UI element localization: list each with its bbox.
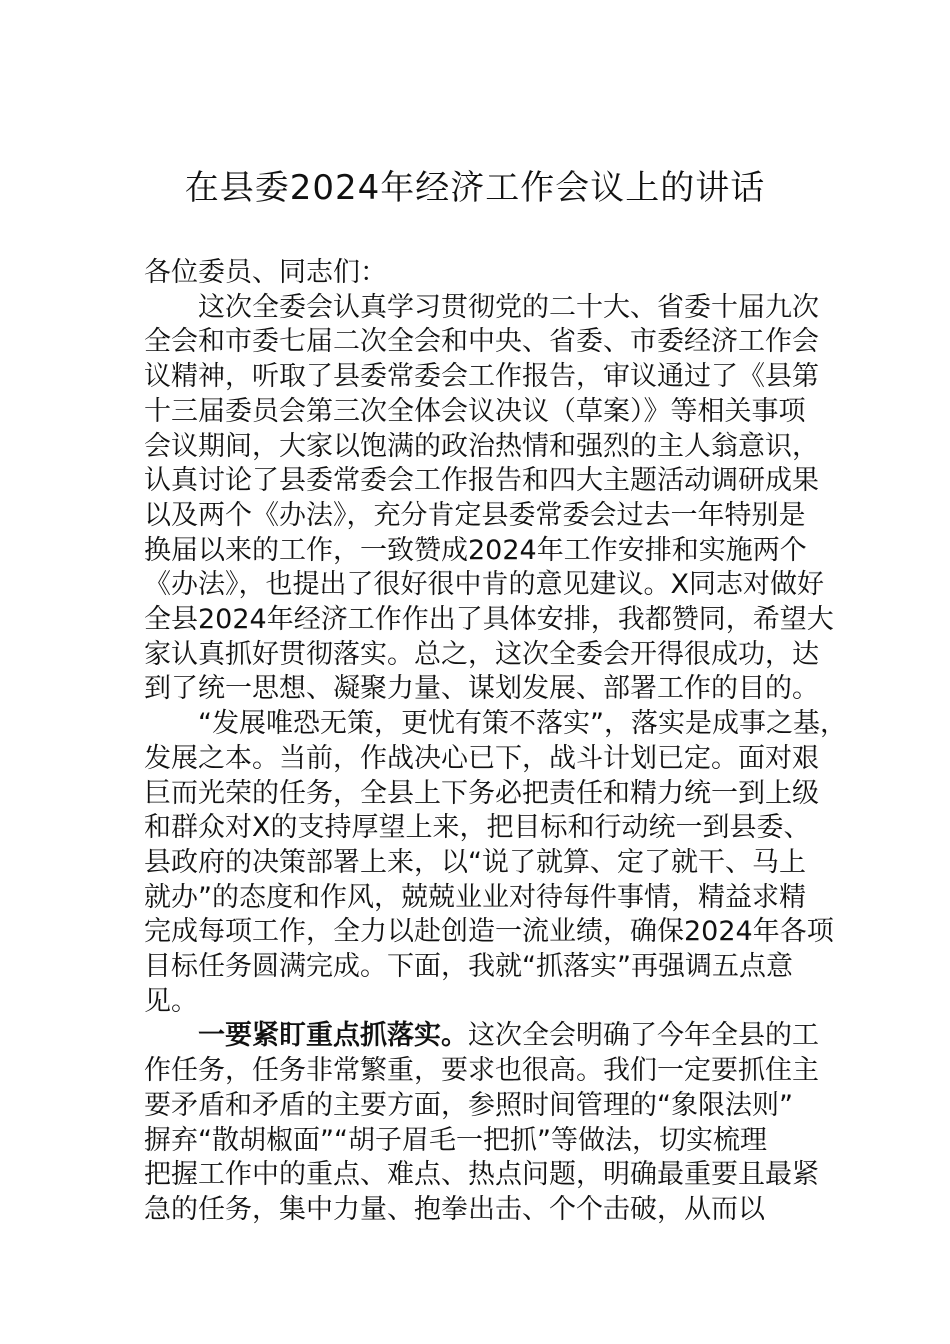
document-title: 在县委2024年经济工作会议上的讲话 — [184, 168, 766, 208]
salutation-line: 各位委员、同志们： — [144, 257, 387, 288]
document-body — [144, 256, 847, 1228]
paragraph-1-line-9: 《办法》，也提出了很好很中肯的意见建议。X同志对做好 — [144, 569, 824, 601]
paragraph-2-line-7: 完成每项工作，全力以赴创造一流业绩，确保2024年各项 — [144, 916, 834, 948]
paragraph-2-line-5: 县政府的决策部署上来，以“说了就算、定了就干、马上 — [144, 846, 806, 878]
paragraph-1-line-6: 认真讨论了县委常委会工作报告和四大主题活动调研成果 — [144, 465, 819, 497]
paragraph-1-line-11: 家认真抓好贯彻落实。总之，这次全委会开得很成功，达 — [144, 638, 819, 670]
paragraph-1-line-8: 换届以来的工作，一致赞成2024年工作安排和实施两个 — [144, 534, 807, 566]
paragraph-2-line-9: 见。 — [144, 985, 198, 1017]
paragraph-1-line-5: 会议期间，大家以饱满的政治热情和强烈的主人翁意识， — [144, 430, 819, 462]
paragraph-2-line-2: 发展之本。当前，作战决心已下，战斗计划已定。面对艰 — [144, 742, 819, 774]
paragraph-2-line-4: 和群众对X的支持厚望上来，把目标和行动统一到县委、 — [144, 812, 811, 844]
paragraph-1-line-12: 到了统一思想、凝聚力量、谋划发展、部署工作的目的。 — [144, 673, 819, 705]
paragraph-1-line-10: 全县2024年经济工作作出了具体安排，我都赞同，希望大 — [144, 604, 834, 636]
paragraph-2-line-1: “发展唯恐无策，更忧有策不落实”，落实是成事之基， — [198, 708, 847, 740]
paragraph-1-line-2: 全会和市委七届二次全会和中央、省委、市委经济工作会 — [144, 326, 819, 358]
paragraph-2-line-3: 巨而光荣的任务，全县上下务必把责任和精力统一到上级 — [144, 777, 819, 809]
paragraph-3-line-1-text: 这次全会明确了今年全县的工 — [468, 1020, 819, 1052]
paragraph-3-line-1 — [144, 1019, 819, 1054]
paragraph-3-line-6: 急的任务，集中力量、抱拳出击、个个击破，从而以 — [144, 1193, 765, 1225]
paragraph-3-line-3: 要矛盾和矛盾的主要方面，参照时间管理的“象限法则” — [144, 1089, 793, 1121]
paragraph-1-line-3: 议精神，听取了县委常委会工作报告，审议通过了《县第 — [144, 361, 819, 393]
paragraph-1-line-7: 以及两个《办法》，充分肯定县委常委会过去一年特别是 — [144, 499, 806, 531]
section-heading-1: 一要紧盯重点抓落实。 — [198, 1020, 468, 1052]
paragraph-3-line-4: 摒弃“散胡椒面”“胡子眉毛一把抓”等做法，切实梳理 — [144, 1124, 767, 1156]
paragraph-2-line-6: 就办”的态度和作风，兢兢业业对待每件事情，精益求精 — [144, 881, 806, 913]
paragraph-3-line-5: 把握工作中的重点、难点、热点问题，明确最重要且最紧 — [144, 1159, 819, 1191]
paragraph-1-line-1: 这次全委会认真学习贯彻党的二十大、省委十届九次 — [198, 291, 819, 323]
paragraph-3-line-2: 作任务，任务非常繁重，要求也很高。我们一定要抓住主 — [144, 1055, 819, 1087]
paragraph-1-line-4: 十三届委员会第三次全体会议决议（草案）》等相关事项 — [144, 395, 806, 427]
paragraph-2-line-8: 目标任务圆满完成。下面，我就“抓落实”再强调五点意 — [144, 951, 793, 983]
